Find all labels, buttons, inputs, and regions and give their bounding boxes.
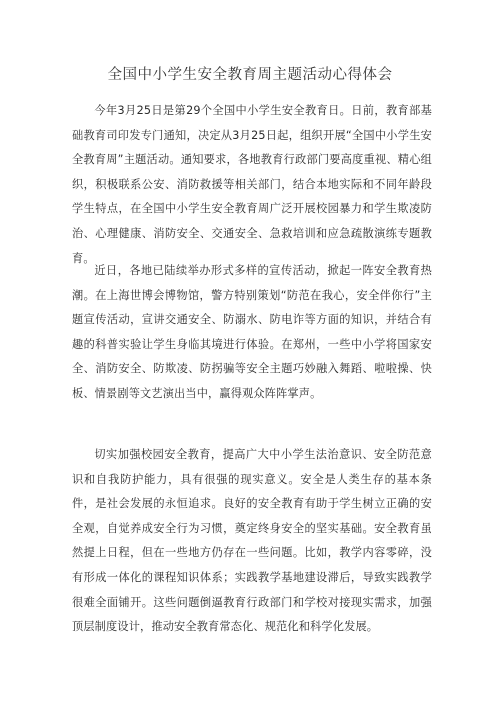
paragraph-2: 近日，各地已陆续举办形式多样的宣传活动，掀起一阵安全教育热潮。在上海世博会博物馆，警方特别策划“防范在我心，安全伴你行”主题宣传活动，宣讲交通安全、防溺水、防电诈等方面的知识，并结合有趣的科普实验让学生身临其境进行体验。在郑州，一些中小学将国家安全、消防安全、防欺凌、防拐骗等安全主题巧妙融入舞蹈、啦啦操、快板、情景剧等文艺演出当中，赢得观众阵阵掌声。 bbox=[72, 264, 432, 400]
document-title: 全国中小学生安全教育周主题活动心得体会 bbox=[107, 67, 393, 83]
paragraph-1: 今年3月25日是第29个全国中小学生安全教育日。日前，教育部基础教育司印发专门通知，决定从3月25日起，组织开展“全国中小学生安全教育周”主题活动。通知要求，各地教育行政部门要高度重视、精心组织，积极联系公安、消防救援等相关部门，结合本地实际和不同年龄段学生特点，在全国中小学生安全教育周广泛开展校园暴力和学生欺凌防治、心理健康、消防安全、交通安全、急救培训和应急疏散演练专题教育。 bbox=[72, 104, 432, 265]
paragraph-3: 切实加强校园安全教育，提高广大中小学生法治意识、安全防范意识和自我防护能力，具有很强的现实意义。安全是人类生存的基本条件，是社会发展的永恒追求。良好的安全教育有助于学生树立正确的安全观，自觉养成安全行为习惯，奠定终身安全的坚实基础。安全教育虽然提上日程，但在一些地方仍存在一些问题。比如，教学内容零碎，没有形成一体化的课程知识体系；实践教学基地建设滞后，导致实践教学很难全面铺开。这些问题倒逼教育行政部门和学校对接现实需求，加强顶层制度设计，推动安全教育常态化、规范化和科学化发展。 bbox=[72, 448, 432, 634]
